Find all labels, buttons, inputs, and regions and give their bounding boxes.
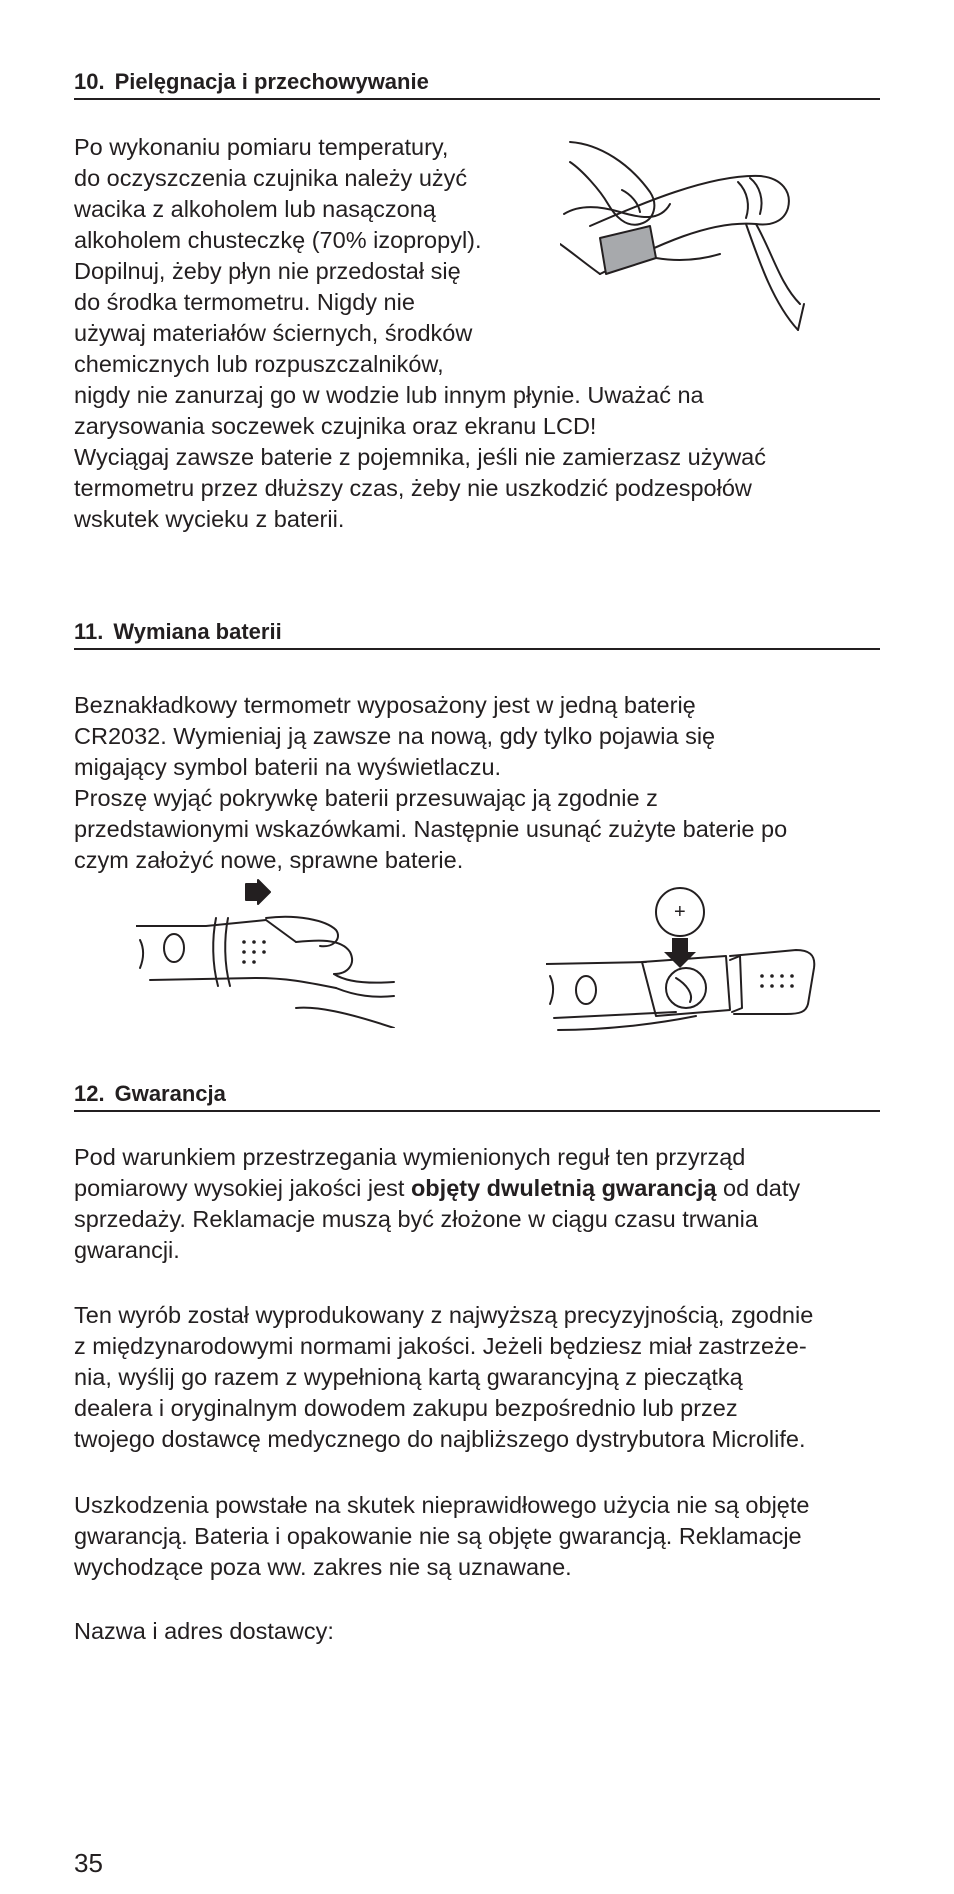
- section-12-paragraph-2: Ten wyrób został wyprodukowany z najwyższą precyzyjnością, zgodnie z międzynarodowymi normami jakości. Jeżeli będziesz miał zastrzeże- nia, wyślij go razem z wypełnioną kartą gwarancyjną z pieczątką dealera i oryginalnym dowodem zakupu bezpośrednio lub przez twojego dostawcę medycznego do najbliższego dystrybutora Microlife.: [74, 1302, 814, 1452]
- section-10-number: 10.: [74, 69, 105, 94]
- warranty-text-after: od daty sprzedaży. Reklamacje muszą być złożone w ciągu czasu trwania gwarancji.: [74, 1175, 801, 1263]
- warranty-text-before: Pod warunkiem przestrzegania wymienionych reguł ten przyrząd pomiarowy wysokiej jakości jest: [74, 1144, 746, 1201]
- warranty-emphasis: objęty dwuletnią gwarancją: [410, 1175, 717, 1201]
- page-number: 35: [74, 1848, 103, 1878]
- section-11-number: 11.: [74, 619, 104, 644]
- section-11-title: Wymiana baterii: [113, 619, 282, 644]
- section-10-text-wrapped: Po wykonaniu pomiaru temperatury, do oczyszczenia czujnika należy użyć wacika z alkoholem lub nasączoną alkoholem chusteczkę (70% izopropyl). Dopilnuj, żeby płyn nie przedostał się do środka termometru. Nigdy nie używaj materiałów ściernych, środków chemicznych lub rozpuszczalników,: [74, 134, 482, 377]
- section-12-title: Gwarancja: [114, 1081, 226, 1106]
- section-10-heading: [74, 68, 880, 100]
- battery-cover-removal-illustration: [136, 878, 396, 1028]
- battery-insertion-illustration: [546, 884, 866, 1034]
- arrow-down-icon: [664, 938, 696, 968]
- section-11-text: Beznakładkowy termometr wyposażony jest w jedną baterię CR2032. Wymieniaj ją zawsze na nową, gdy tylko pojawia się migający symbol baterii na wyświetlaczu. Proszę wyjąć pokrywkę baterii przesuwając ją zgodnie z przedstawionymi wskazówkami. Następnie usunąć zużyte baterie po czym założyć nowe, sprawne baterie.: [74, 692, 788, 873]
- section-12-number: 12.: [74, 1081, 105, 1106]
- section-12-paragraph-1: [74, 1142, 880, 1266]
- section-11-heading: [74, 618, 880, 650]
- section-12-heading: [74, 1080, 880, 1112]
- battery-polarity-symbol: +: [674, 901, 686, 923]
- supplier-address-label: Nazwa i adres dostawcy:: [74, 1618, 334, 1644]
- section-12-paragraph-3: Uszkodzenia powstałe na skutek nieprawidłowego użycia nie są objęte gwarancją. Bateria i opakowanie nie są objęte gwarancją. Reklamacje wychodzące poza ww. zakres nie są uznawane.: [74, 1492, 810, 1580]
- thermometer-cleaning-illustration: [560, 134, 806, 374]
- section-10-title: Pielęgnacja i przechowywanie: [114, 69, 429, 94]
- section-10-text: nigdy nie zanurzaj go w wodzie lub innym płynie. Uważać na zarysowania soczewek czujnika oraz ekranu LCD! Wyciągaj zawsze baterie z pojemnika, jeśli nie zamierzasz używać termometru przez dłuższy czas, żeby nie uszkodzić podzespołów wskutek wycieku z baterii.: [74, 382, 766, 532]
